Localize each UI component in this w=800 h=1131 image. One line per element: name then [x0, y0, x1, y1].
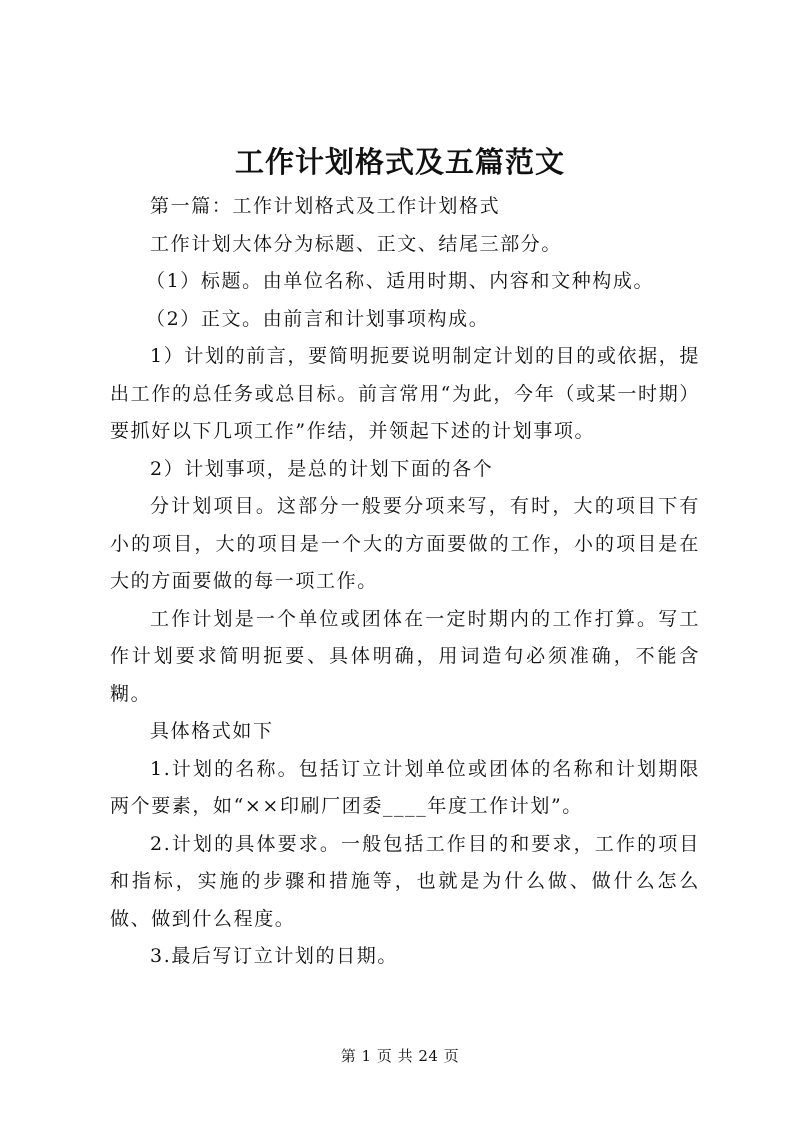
paragraph: 1）计划的前言，要简明扼要说明制定计划的目的或依据，提出工作的总任务或总目标。前言常用“为此，今年（或某一时期）要抓好以下几项工作”作结，并领起下述的计划事项。 [110, 345, 700, 442]
page-number-footer: 第 1 页 共 24 页 [340, 1047, 460, 1065]
paragraph: 2）计划事项，是总的计划下面的各个 [150, 457, 494, 480]
paragraph: 工作计划大体分为标题、正文、结尾三部分。 [150, 232, 563, 255]
paragraph: （1）标题。由单位名称、适用时期、内容和文种构成。 [146, 270, 655, 292]
paragraph: 3.最后写订立计划的日期。 [150, 945, 398, 967]
paragraph: 具体格式如下 [150, 720, 274, 742]
section-heading: 第一篇：工作计划格式及工作计划格式 [150, 195, 501, 217]
paragraph: 工作计划是一个单位或团体在一定时期内的工作打算。写工作计划要求简明扼要、具体明确，用词造句必须准确，不能含糊。 [110, 607, 700, 705]
document-title: 工作计划格式及五篇范文 [234, 145, 565, 179]
paragraph: 分计划项目。这部分一般要分项来写，有时，大的项目下有小的项目，大的项目是一个大的方面要做的工作，小的项目是在大的方面要做的每一项工作。 [110, 495, 700, 592]
paragraph: 2.计划的具体要求。一般包括工作目的和要求，工作的项目和指标，实施的步骤和措施等，也就是为什么做、做什么怎么做、做到什么程度。 [110, 832, 700, 930]
document-body [110, 188, 700, 976]
paragraph: 1.计划的名称。包括订立计划单位或团体的名称和计划期限两个要素，如“××印刷厂团委____年度工作计划”。 [110, 757, 700, 817]
paragraph: （2）正文。由前言和计划事项构成。 [146, 307, 490, 330]
